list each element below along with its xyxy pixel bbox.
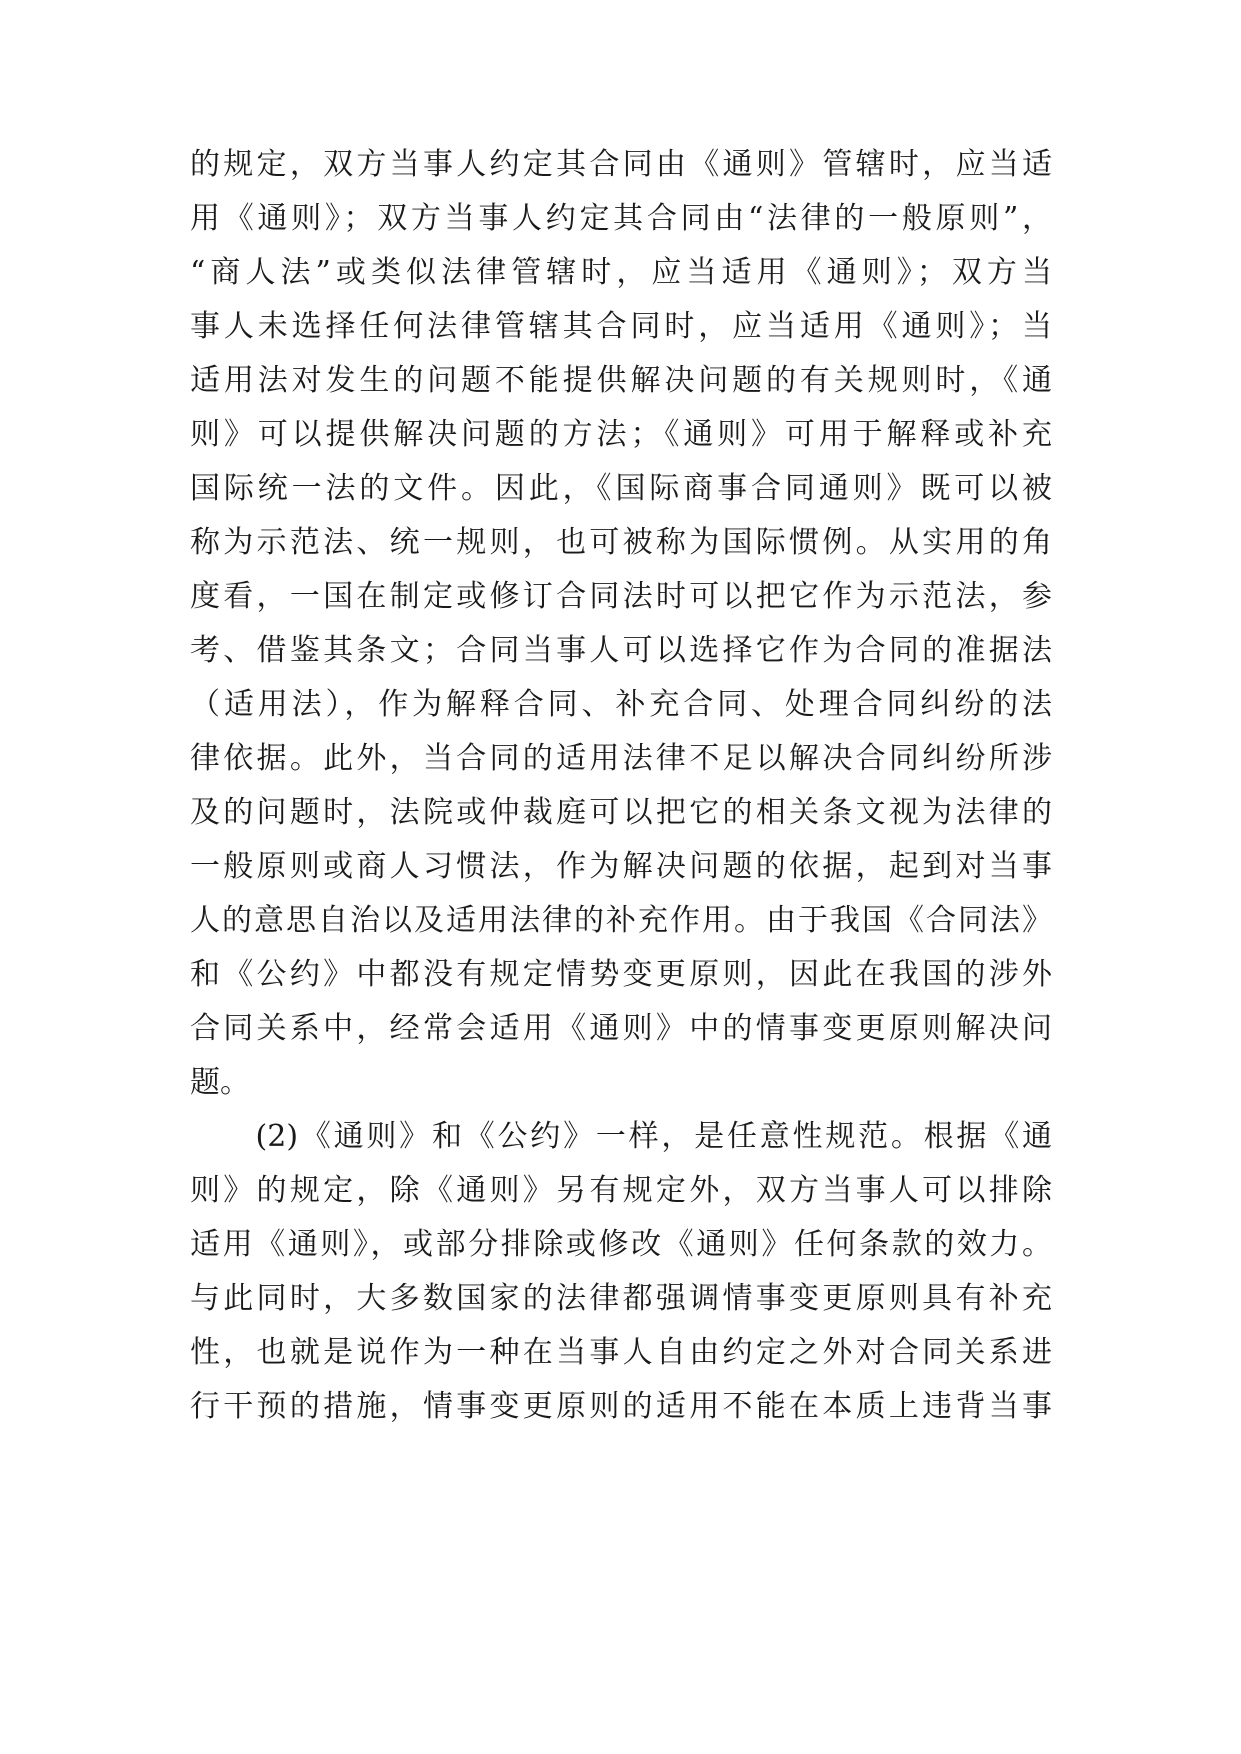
text-line: 用《通则》；双方当事人约定其合同由“法律的一般原则”， — [190, 201, 1052, 236]
text-line: 一般原则或商人习惯法，作为解决问题的依据，起到对当事 — [190, 849, 1052, 884]
text-line: 适用法对发生的问题不能提供解决问题的有关规则时，《通 — [190, 363, 1052, 398]
text-line: 律依据。此外，当合同的适用法律不足以解决合同纠纷所涉 — [190, 741, 1052, 776]
text-line: 称为示范法、统一规则，也可被称为国际惯例。从实用的角 — [190, 525, 1052, 560]
text-line: 事人未选择任何法律管辖其合同时，应当适用《通则》；当 — [190, 309, 1052, 344]
text-line: （适用法），作为解释合同、补充合同、处理合同纠纷的法 — [190, 687, 1052, 722]
text-line: 性，也就是说作为一种在当事人自由约定之外对合同关系进 — [190, 1335, 1052, 1370]
text-line: 合同关系中，经常会适用《通则》中的情事变更原则解决问 — [190, 1011, 1052, 1046]
text-line: 及的问题时，法院或仲裁庭可以把它的相关条文视为法律的 — [190, 795, 1052, 830]
text-line: “商人法”或类似法律管辖时，应当适用《通则》；双方当 — [190, 255, 1052, 290]
text-line: 行干预的措施，情事变更原则的适用不能在本质上违背当事 — [190, 1389, 1052, 1424]
text-line: 的规定，双方当事人约定其合同由《通则》管辖时，应当适 — [190, 147, 1052, 182]
text-line: (2)《通则》和《公约》一样，是任意性规范。根据《通 — [190, 1119, 1052, 1154]
text-line: 和《公约》中都没有规定情势变更原则，因此在我国的涉外 — [190, 957, 1052, 992]
text-line: 国际统一法的文件。因此，《国际商事合同通则》既可以被 — [190, 471, 1052, 506]
text-line: 题。 — [190, 1065, 250, 1100]
text-line: 适用《通则》，或部分排除或修改《通则》任何条款的效力。 — [190, 1227, 1052, 1262]
text-line: 人的意思自治以及适用法律的补充作用。由于我国《合同法》 — [190, 903, 1052, 938]
text-line: 度看，一国在制定或修订合同法时可以把它作为示范法，参 — [190, 579, 1052, 614]
text-line: 考、借鉴其条文；合同当事人可以选择它作为合同的准据法 — [190, 633, 1052, 668]
text-line: 则》的规定，除《通则》另有规定外，双方当事人可以排除 — [190, 1173, 1052, 1208]
text-line: 则》可以提供解决问题的方法；《通则》可用于解释或补充 — [190, 417, 1052, 452]
text-line: 与此同时，大多数国家的法律都强调情事变更原则具有补充 — [190, 1281, 1052, 1316]
